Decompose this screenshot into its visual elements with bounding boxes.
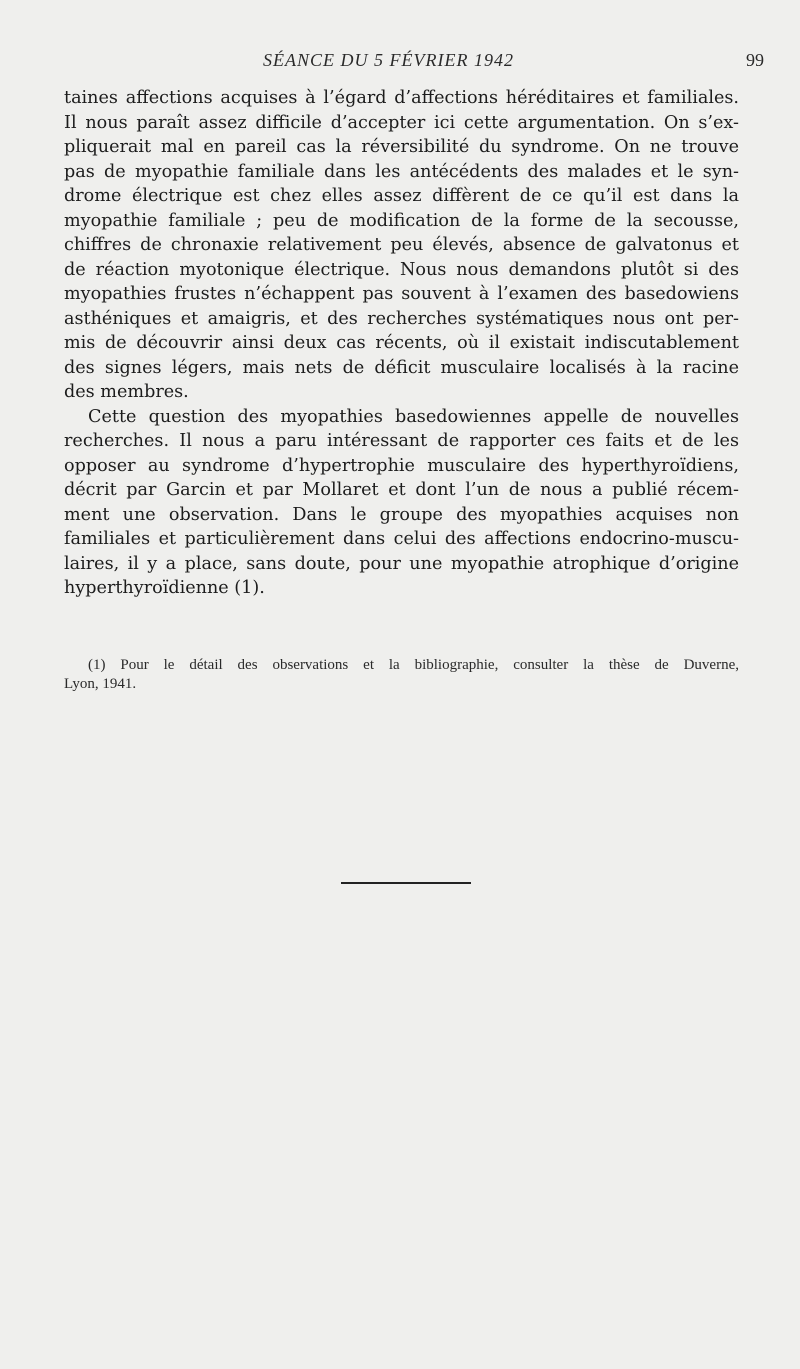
text-line: décrit par Garcin et par Mollaret et dont l’un de nous a publié récem- [64,480,739,500]
text-line: pas de myopathie familiale dans les antécédents des malades et le syn- [64,161,739,182]
text-line: myopathie familiale ; peu de modification de la forme de la secousse, [64,210,739,231]
paragraph-last-line: hyperthyroïdienne (1). [64,578,265,598]
footnote [64,656,739,694]
text-line: drome électrique est chez elles assez diffèrent de ce qu’il est dans la [64,186,739,206]
text-line: familiales et particulièrement dans celui des affections endocrino-muscu- [64,529,739,549]
text-line: Il nous paraît assez difficile d’accepter ici cette argumentation. On s’ex- [64,112,739,133]
page-number: 99 [746,50,764,70]
text-line: laires, il y a place, sans doute, pour une myopathie atrophique d’origine [64,553,739,574]
text-line: asthéniques et amaigris, et des recherches systématiques nous ont per- [64,308,739,329]
text-line: mis de découvrir ainsi deux cas récents, où il existait indiscutablement [64,333,739,353]
paragraph-last-line: des membres. [64,382,189,402]
text-line: de réaction myotonique électrique. Nous nous demandons plutôt si des [64,259,739,280]
running-head [0,50,800,76]
footnote-line: (1) Pour le détail des observations et la bibliographie, consulter la thèse de Duverne, [88,657,739,673]
text-line: recherches. Il nous a paru intéressant de rapporter ces faits et de les [64,431,739,451]
text-line: ment une observation. Dans le groupe des myopathies acquises non [64,504,739,525]
body-text [64,86,739,601]
text-line: des signes légers, mais nets de déficit musculaire localisés à la racine [64,357,739,378]
text-line: myopathies frustes n’échappent pas souvent à l’examen des basedowiens [64,284,739,304]
text-line: pliquerait mal en pareil cas la réversibilité du syndrome. On ne trouve [64,137,739,157]
end-rule-divider [341,882,471,884]
text-line: taines affections acquises à l’égard d’affections héréditaires et familiales. [64,88,739,108]
running-title: SÉANCE DU 5 FÉVRIER 1942 [263,50,514,70]
paragraph-first-line: Cette question des myopathies basedowiennes appelle de nouvelles [88,406,739,427]
text-line: opposer au syndrome d’hypertrophie musculaire des hyperthyroïdiens, [64,455,739,476]
text-line: chiffres de chronaxie relativement peu élevés, absence de galvatonus et [64,235,739,255]
footnote-line: Lyon, 1941. [64,676,137,692]
